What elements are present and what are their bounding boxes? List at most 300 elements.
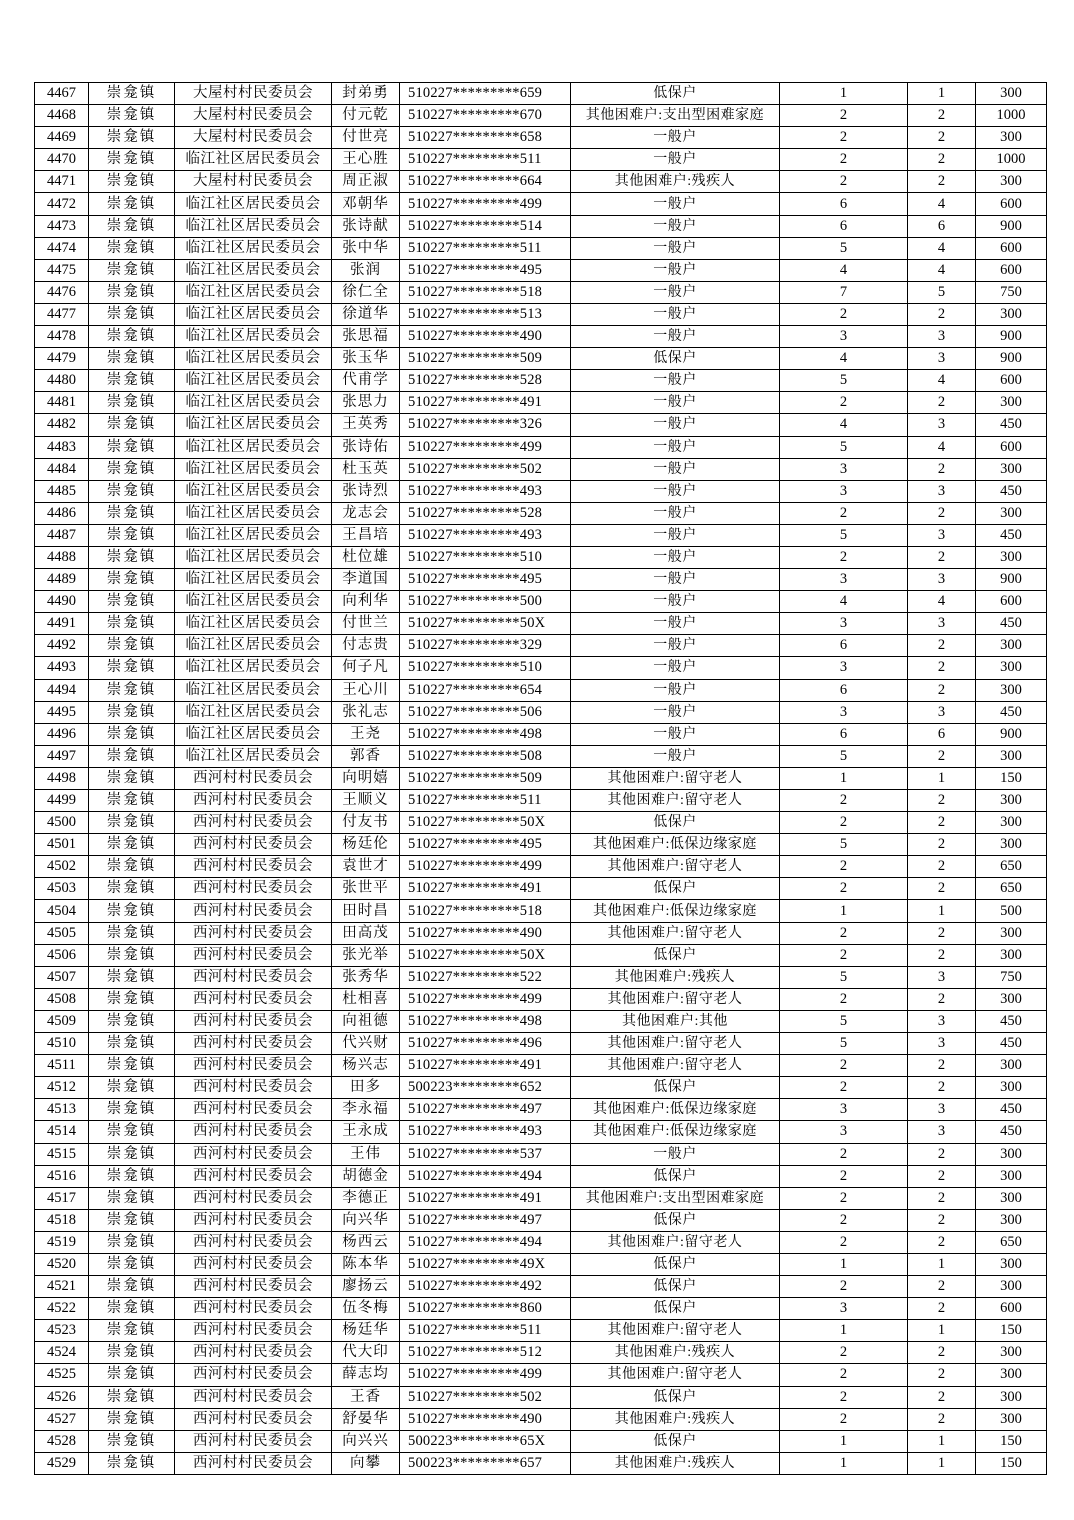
category-cell: 一般户 [571,149,780,171]
town-cell: 崇龛镇 [89,1253,175,1275]
town-cell: 崇龛镇 [89,1386,175,1408]
seq-cell: 4525 [35,1364,89,1386]
name-cell: 张思福 [332,326,400,348]
committee-cell: 临江社区居民委员会 [175,149,332,171]
seq-cell: 4529 [35,1452,89,1474]
table-row [35,1320,1047,1342]
seq-cell: 4515 [35,1143,89,1165]
town-cell: 崇龛镇 [89,569,175,591]
household-size-cell: 3 [780,326,908,348]
table-row [35,900,1047,922]
table-row [35,591,1047,613]
id-number-cell: 510227*********500 [400,591,571,613]
table-row [35,569,1047,591]
category-cell: 一般户 [571,127,780,149]
table-row [35,480,1047,502]
subsidized-count-cell: 2 [908,1165,976,1187]
id-number-cell: 510227*********511 [400,790,571,812]
table-row [35,723,1047,745]
amount-cell: 300 [976,1143,1047,1165]
household-size-cell: 1 [780,83,908,105]
amount-cell: 300 [976,745,1047,767]
town-cell: 崇龛镇 [89,591,175,613]
amount-cell: 300 [976,1276,1047,1298]
amount-cell: 300 [976,1077,1047,1099]
name-cell: 付世亮 [332,127,400,149]
subsidized-count-cell: 1 [908,900,976,922]
committee-cell: 临江社区居民委员会 [175,237,332,259]
id-number-cell: 510227*********664 [400,171,571,193]
id-number-cell: 510227*********509 [400,767,571,789]
amount-cell: 450 [976,1121,1047,1143]
household-size-cell: 3 [780,1298,908,1320]
committee-cell: 西河村村民委员会 [175,1430,332,1452]
household-size-cell: 5 [780,524,908,546]
subsidized-count-cell: 2 [908,1386,976,1408]
amount-cell: 300 [976,1342,1047,1364]
town-cell: 崇龛镇 [89,303,175,325]
seq-cell: 4496 [35,723,89,745]
household-table [34,82,1047,1475]
seq-cell: 4497 [35,745,89,767]
committee-cell: 临江社区居民委员会 [175,392,332,414]
committee-cell: 临江社区居民委员会 [175,348,332,370]
subsidized-count-cell: 3 [908,414,976,436]
household-size-cell: 3 [780,458,908,480]
category-cell: 其他困难户:留守老人 [571,790,780,812]
table-row [35,701,1047,723]
name-cell: 向明嬉 [332,767,400,789]
table-row [35,1033,1047,1055]
amount-cell: 300 [976,1055,1047,1077]
household-size-cell: 3 [780,657,908,679]
amount-cell: 150 [976,1452,1047,1474]
amount-cell: 600 [976,193,1047,215]
committee-cell: 西河村村民委员会 [175,1253,332,1275]
household-size-cell: 3 [780,1121,908,1143]
category-cell: 一般户 [571,370,780,392]
subsidized-count-cell: 2 [908,1143,976,1165]
household-size-cell: 5 [780,237,908,259]
household-size-cell: 6 [780,679,908,701]
subsidized-count-cell: 2 [908,1408,976,1430]
id-number-cell: 510227*********518 [400,900,571,922]
committee-cell: 西河村村民委员会 [175,944,332,966]
table-row [35,392,1047,414]
committee-cell: 临江社区居民委员会 [175,745,332,767]
category-cell: 其他困难户:留守老人 [571,1364,780,1386]
name-cell: 王心胜 [332,149,400,171]
subsidized-count-cell: 3 [908,480,976,502]
id-number-cell: 510227*********497 [400,1099,571,1121]
seq-cell: 4473 [35,215,89,237]
amount-cell: 900 [976,215,1047,237]
category-cell: 一般户 [571,524,780,546]
subsidized-count-cell: 2 [908,1342,976,1364]
id-number-cell: 510227*********511 [400,149,571,171]
committee-cell: 临江社区居民委员会 [175,281,332,303]
id-number-cell: 500223*********657 [400,1452,571,1474]
committee-cell: 西河村村民委员会 [175,1452,332,1474]
town-cell: 崇龛镇 [89,414,175,436]
town-cell: 崇龛镇 [89,127,175,149]
category-cell: 一般户 [571,392,780,414]
name-cell: 王永成 [332,1121,400,1143]
subsidized-count-cell: 3 [908,326,976,348]
town-cell: 崇龛镇 [89,878,175,900]
household-size-cell: 1 [780,1452,908,1474]
household-size-cell: 3 [780,701,908,723]
table-row [35,1010,1047,1032]
subsidized-count-cell: 2 [908,1209,976,1231]
seq-cell: 4513 [35,1099,89,1121]
seq-cell: 4509 [35,1010,89,1032]
committee-cell: 临江社区居民委员会 [175,657,332,679]
subsidized-count-cell: 4 [908,237,976,259]
committee-cell: 临江社区居民委员会 [175,701,332,723]
amount-cell: 300 [976,171,1047,193]
table-row [35,436,1047,458]
subsidized-count-cell: 1 [908,767,976,789]
table-body [35,83,1047,1475]
seq-cell: 4488 [35,546,89,568]
id-number-cell: 510227*********528 [400,502,571,524]
table-row [35,1298,1047,1320]
table-row [35,502,1047,524]
subsidized-count-cell: 2 [908,812,976,834]
table-row [35,1231,1047,1253]
table-row [35,1209,1047,1231]
seq-cell: 4477 [35,303,89,325]
amount-cell: 450 [976,1033,1047,1055]
category-cell: 低保户 [571,878,780,900]
subsidized-count-cell: 6 [908,723,976,745]
household-size-cell: 2 [780,171,908,193]
amount-cell: 150 [976,1320,1047,1342]
name-cell: 李永福 [332,1099,400,1121]
seq-cell: 4484 [35,458,89,480]
town-cell: 崇龛镇 [89,480,175,502]
seq-cell: 4482 [35,414,89,436]
committee-cell: 西河村村民委员会 [175,1342,332,1364]
amount-cell: 450 [976,1099,1047,1121]
town-cell: 崇龛镇 [89,635,175,657]
subsidized-count-cell: 2 [908,546,976,568]
amount-cell: 600 [976,237,1047,259]
committee-cell: 临江社区居民委员会 [175,480,332,502]
household-size-cell: 4 [780,591,908,613]
id-number-cell: 510227*********498 [400,723,571,745]
seq-cell: 4492 [35,635,89,657]
town-cell: 崇龛镇 [89,436,175,458]
amount-cell: 300 [976,127,1047,149]
table-row [35,988,1047,1010]
category-cell: 一般户 [571,591,780,613]
amount-cell: 300 [976,303,1047,325]
seq-cell: 4474 [35,237,89,259]
category-cell: 其他困难户:低保边缘家庭 [571,1099,780,1121]
committee-cell: 西河村村民委员会 [175,856,332,878]
household-size-cell: 2 [780,392,908,414]
amount-cell: 300 [976,657,1047,679]
committee-cell: 西河村村民委员会 [175,900,332,922]
town-cell: 崇龛镇 [89,281,175,303]
committee-cell: 西河村村民委员会 [175,1143,332,1165]
amount-cell: 750 [976,966,1047,988]
id-number-cell: 510227*********514 [400,215,571,237]
category-cell: 低保户 [571,944,780,966]
category-cell: 一般户 [571,326,780,348]
category-cell: 一般户 [571,613,780,635]
seq-cell: 4527 [35,1408,89,1430]
household-size-cell: 2 [780,502,908,524]
subsidized-count-cell: 2 [908,988,976,1010]
subsidized-count-cell: 4 [908,193,976,215]
name-cell: 张诗烈 [332,480,400,502]
subsidized-count-cell: 2 [908,922,976,944]
subsidized-count-cell: 1 [908,1430,976,1452]
id-number-cell: 510227*********510 [400,657,571,679]
town-cell: 崇龛镇 [89,834,175,856]
amount-cell: 300 [976,502,1047,524]
subsidized-count-cell: 3 [908,348,976,370]
household-size-cell: 2 [780,922,908,944]
table-row [35,790,1047,812]
table-row [35,767,1047,789]
household-size-cell: 5 [780,834,908,856]
table-row [35,171,1047,193]
seq-cell: 4514 [35,1121,89,1143]
subsidized-count-cell: 1 [908,1253,976,1275]
id-number-cell: 510227*********658 [400,127,571,149]
id-number-cell: 510227*********499 [400,193,571,215]
committee-cell: 临江社区居民委员会 [175,436,332,458]
town-cell: 崇龛镇 [89,524,175,546]
amount-cell: 450 [976,480,1047,502]
household-size-cell: 2 [780,1342,908,1364]
table-row [35,414,1047,436]
household-size-cell: 2 [780,1276,908,1298]
committee-cell: 临江社区居民委员会 [175,591,332,613]
category-cell: 其他困难户:留守老人 [571,856,780,878]
id-number-cell: 510227*********509 [400,348,571,370]
name-cell: 田高茂 [332,922,400,944]
amount-cell: 300 [976,635,1047,657]
name-cell: 周正淑 [332,171,400,193]
committee-cell: 西河村村民委员会 [175,1298,332,1320]
name-cell: 邓朝华 [332,193,400,215]
seq-cell: 4517 [35,1187,89,1209]
table-row [35,1276,1047,1298]
name-cell: 王英秀 [332,414,400,436]
id-number-cell: 510227*********499 [400,1364,571,1386]
committee-cell: 西河村村民委员会 [175,834,332,856]
table-row [35,193,1047,215]
amount-cell: 300 [976,988,1047,1010]
subsidized-count-cell: 6 [908,215,976,237]
household-size-cell: 2 [780,149,908,171]
seq-cell: 4519 [35,1231,89,1253]
household-size-cell: 4 [780,414,908,436]
household-size-cell: 5 [780,966,908,988]
name-cell: 付世兰 [332,613,400,635]
town-cell: 崇龛镇 [89,1187,175,1209]
subsidized-count-cell: 1 [908,83,976,105]
seq-cell: 4520 [35,1253,89,1275]
id-number-cell: 510227*********499 [400,436,571,458]
name-cell: 郭香 [332,745,400,767]
category-cell: 一般户 [571,657,780,679]
category-cell: 其他困难户:其他 [571,1010,780,1032]
household-size-cell: 2 [780,1077,908,1099]
category-cell: 其他困难户:残疾人 [571,966,780,988]
subsidized-count-cell: 4 [908,259,976,281]
table-row [35,281,1047,303]
id-number-cell: 510227*********860 [400,1298,571,1320]
seq-cell: 4494 [35,679,89,701]
town-cell: 崇龛镇 [89,1231,175,1253]
table-row [35,745,1047,767]
table-row [35,303,1047,325]
subsidized-count-cell: 2 [908,745,976,767]
town-cell: 崇龛镇 [89,812,175,834]
amount-cell: 450 [976,414,1047,436]
category-cell: 一般户 [571,480,780,502]
id-number-cell: 510227*********522 [400,966,571,988]
seq-cell: 4512 [35,1077,89,1099]
id-number-cell: 510227*********50X [400,812,571,834]
table-row [35,834,1047,856]
household-size-cell: 1 [780,767,908,789]
name-cell: 王昌培 [332,524,400,546]
name-cell: 杜玉英 [332,458,400,480]
household-size-cell: 2 [780,303,908,325]
committee-cell: 临江社区居民委员会 [175,524,332,546]
name-cell: 杨西云 [332,1231,400,1253]
category-cell: 其他困难户:低保边缘家庭 [571,900,780,922]
town-cell: 崇龛镇 [89,348,175,370]
seq-cell: 4499 [35,790,89,812]
name-cell: 杜位雄 [332,546,400,568]
name-cell: 陈本华 [332,1253,400,1275]
table-row [35,1165,1047,1187]
amount-cell: 150 [976,1430,1047,1452]
name-cell: 封弟勇 [332,83,400,105]
town-cell: 崇龛镇 [89,1209,175,1231]
seq-cell: 4467 [35,83,89,105]
amount-cell: 600 [976,259,1047,281]
committee-cell: 西河村村民委员会 [175,1055,332,1077]
id-number-cell: 510227*********491 [400,392,571,414]
amount-cell: 600 [976,591,1047,613]
seq-cell: 4479 [35,348,89,370]
household-size-cell: 1 [780,1320,908,1342]
subsidized-count-cell: 2 [908,635,976,657]
table-row [35,105,1047,127]
amount-cell: 300 [976,790,1047,812]
table-row [35,546,1047,568]
household-size-cell: 5 [780,1010,908,1032]
committee-cell: 西河村村民委员会 [175,1010,332,1032]
amount-cell: 1000 [976,149,1047,171]
committee-cell: 临江社区居民委员会 [175,546,332,568]
seq-cell: 4526 [35,1386,89,1408]
household-size-cell: 6 [780,193,908,215]
committee-cell: 临江社区居民委员会 [175,613,332,635]
amount-cell: 300 [976,1408,1047,1430]
subsidized-count-cell: 3 [908,613,976,635]
town-cell: 崇龛镇 [89,944,175,966]
subsidized-count-cell: 4 [908,436,976,458]
category-cell: 其他困难户:支出型困难家庭 [571,1187,780,1209]
category-cell: 一般户 [571,237,780,259]
table-row [35,812,1047,834]
town-cell: 崇龛镇 [89,1055,175,1077]
name-cell: 向攀 [332,1452,400,1474]
amount-cell: 450 [976,524,1047,546]
town-cell: 崇龛镇 [89,392,175,414]
town-cell: 崇龛镇 [89,1099,175,1121]
category-cell: 其他困难户:残疾人 [571,1452,780,1474]
town-cell: 崇龛镇 [89,657,175,679]
subsidized-count-cell: 2 [908,127,976,149]
seq-cell: 4511 [35,1055,89,1077]
category-cell: 其他困难户:留守老人 [571,1231,780,1253]
name-cell: 杨兴志 [332,1055,400,1077]
category-cell: 其他困难户:留守老人 [571,922,780,944]
category-cell: 其他困难户:残疾人 [571,1342,780,1364]
subsidized-count-cell: 2 [908,392,976,414]
name-cell: 舒晏华 [332,1408,400,1430]
committee-cell: 西河村村民委员会 [175,1165,332,1187]
table-row [35,966,1047,988]
household-size-cell: 2 [780,127,908,149]
committee-cell: 西河村村民委员会 [175,1320,332,1342]
seq-cell: 4507 [35,966,89,988]
amount-cell: 300 [976,83,1047,105]
committee-cell: 西河村村民委员会 [175,966,332,988]
town-cell: 崇龛镇 [89,701,175,723]
town-cell: 崇龛镇 [89,546,175,568]
amount-cell: 900 [976,569,1047,591]
subsidized-count-cell: 3 [908,1033,976,1055]
category-cell: 一般户 [571,1143,780,1165]
amount-cell: 1000 [976,105,1047,127]
committee-cell: 西河村村民委员会 [175,1121,332,1143]
id-number-cell: 510227*********50X [400,613,571,635]
household-size-cell: 6 [780,215,908,237]
id-number-cell: 510227*********511 [400,237,571,259]
household-size-cell: 2 [780,1165,908,1187]
id-number-cell: 510227*********512 [400,1342,571,1364]
amount-cell: 900 [976,326,1047,348]
category-cell: 一般户 [571,569,780,591]
table-row [35,1342,1047,1364]
category-cell: 低保户 [571,1209,780,1231]
id-number-cell: 510227*********502 [400,1386,571,1408]
table-row [35,1386,1047,1408]
table-row [35,458,1047,480]
seq-cell: 4524 [35,1342,89,1364]
name-cell: 薛志均 [332,1364,400,1386]
town-cell: 崇龛镇 [89,105,175,127]
id-number-cell: 510227*********329 [400,635,571,657]
category-cell: 一般户 [571,502,780,524]
table-row [35,1430,1047,1452]
amount-cell: 300 [976,944,1047,966]
committee-cell: 临江社区居民委员会 [175,458,332,480]
id-number-cell: 510227*********499 [400,856,571,878]
